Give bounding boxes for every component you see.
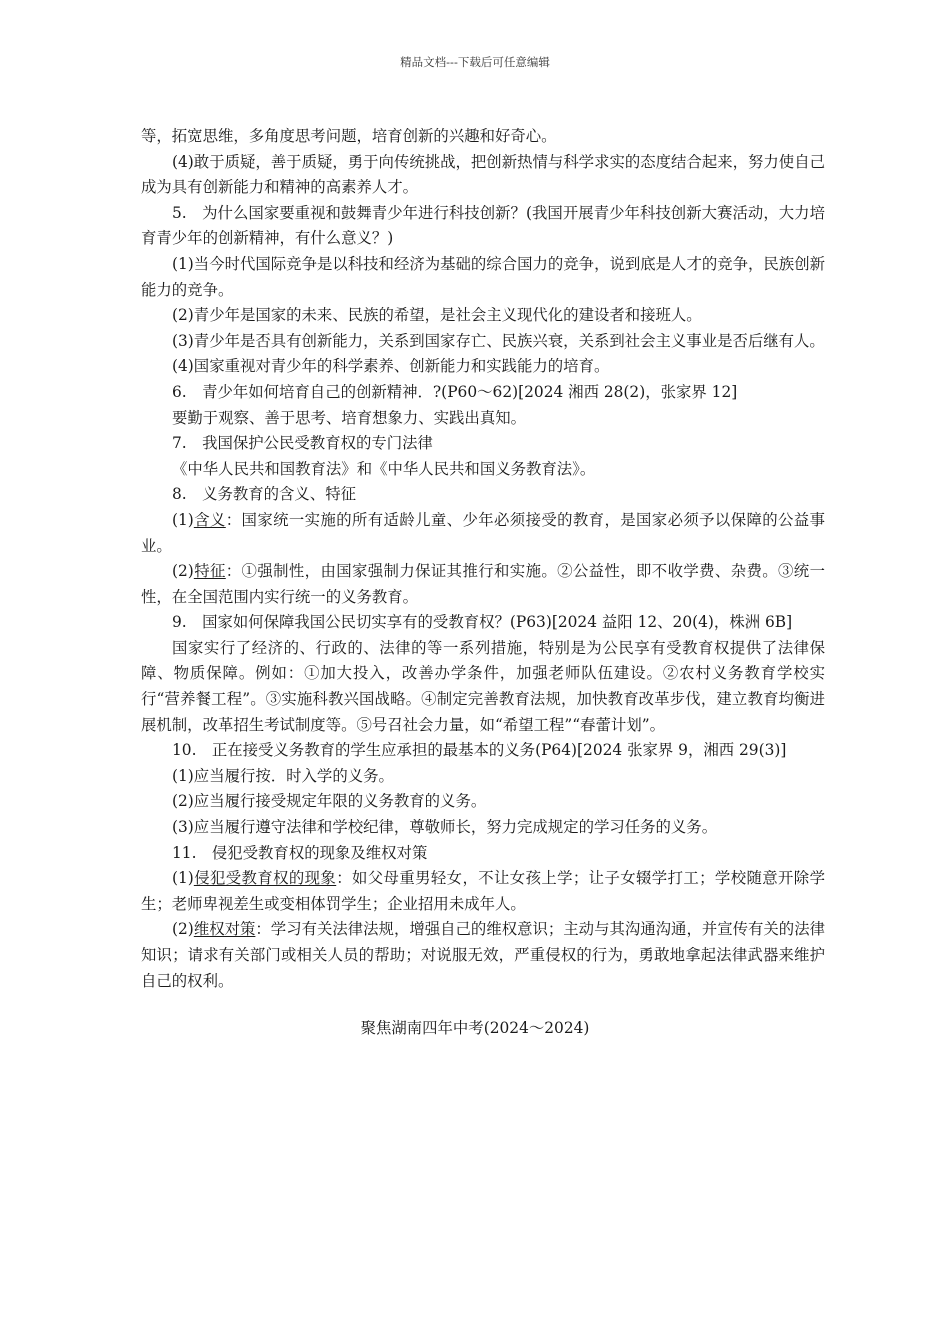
question-7-heading: 7. 我国保护公民受教育权的专门法律	[172, 434, 433, 453]
question-8-features: (2)特征：①强制性，由国家强制力保证其推行和实施。②公益性，即不收学费、杂费。③统一性，在全国范围内实行统一的义务教育。	[141, 562, 825, 606]
section-title: 聚焦湖南四年中考(2024～2024)	[360, 1019, 590, 1037]
paragraph-2: (4)敢于质疑，善于质疑，勇于向传统挑战，把创新热情与科学求实的态度结合起来，努力使自己成为具有创新能力和精神的高素养人才。	[141, 152, 825, 197]
phenomena-term: 侵犯受教育权的现象	[193, 869, 337, 888]
question-9-heading: 9. 国家如何保障我国公民切实享有的受教育权？(P63)[2024 益阳 12、20(4)，株洲 6B]	[172, 613, 793, 632]
question-6-answer: 要勤于观察、善于思考、培育想象力、实践出真知。	[172, 408, 526, 427]
question-10-answer-3: (3)应当履行遵守法律和学校纪律，尊敬师长，努力完成规定的学习任务的义务。	[172, 818, 718, 837]
question-5-answer-3: (3)青少年是否具有创新能力，关系到国家存亡、民族兴衰，关系到社会主义事业是否后继有人。	[172, 331, 825, 350]
question-5-answer-4: (4)国家重视对青少年的科学素养、创新能力和实践能力的培育。	[172, 357, 610, 376]
question-11-heading: 11. 侵犯受教育权的现象及维权对策	[172, 843, 428, 862]
question-9-answer: 国家实行了经济的、行政的、法律的等一系列措施，特别是为公民享有受教育权提供了法律保障、物质保障。例如：①加大投入，改善办学条件，加强老师队伍建设。②农村义务教育学校实行“营养餐工程”。③实施科教兴国战略。④制定完善教育法规，加快教育改革步伐，建立教育均衡进展机制，改革招生考试制度等。⑤号召社会力量，如“希望工程”“春蕾计划”。	[141, 638, 825, 734]
countermeasures-term: 维权对策	[193, 920, 256, 939]
question-7-answer: 《中华人民共和国教育法》和《中华人民共和国义务教育法》。	[172, 459, 596, 478]
definition-term: 含义	[193, 510, 226, 529]
question-8-heading: 8. 义务教育的含义、特征	[172, 485, 356, 504]
question-10-heading: 10. 正在接受义务教育的学生应承担的最基本的义务(P64)[2024 张家界 9，湘西 29(3)]	[172, 741, 787, 760]
question-11-phenomena: (1)侵犯受教育权的现象：如父母重男轻女，不让女孩上学；让子女辍学打工；学校随意开除学生；老师卑视差生或变相体罚学生；企业招用未成年人。	[141, 869, 825, 913]
features-term: 特征	[193, 562, 226, 581]
question-11-countermeasures: (2)维权对策：学习有关法律法规，增强自己的维权意识；主动与其沟通沟通，并宣传有关的法律知识；请求有关部门或相关人员的帮助；对说服无效，严重侵权的行为，勇敢地拿起法律武器来维护自己的权利。	[141, 920, 825, 990]
page-header: 精品文档---下载后可任意编辑	[400, 55, 550, 69]
question-8-definition: (1)含义：国家统一实施的所有适龄儿童、少年必须接受的教育，是国家必须予以保障的公益事业。	[141, 510, 825, 555]
question-6-heading: 6. 青少年如何培育自己的创新精神．?(P60～62)[2024 湘西 28(2)，张家界 12]	[172, 382, 738, 401]
question-10-answer-1: (1)应当履行按．时入学的义务。	[172, 766, 394, 785]
question-10-answer-2: (2)应当履行接受规定年限的义务教育的义务。	[172, 792, 487, 811]
question-5-answer-1: (1)当今时代国际竞争是以科技和经济为基础的综合国力的竞争，说到底是人才的竞争，民族创新能力的竞争。	[141, 254, 825, 299]
paragraph-1: 等，拓宽思维，多角度思考问题，培育创新的兴趣和好奇心。	[141, 127, 557, 145]
question-5-answer-2: (2)青少年是国家的未来、民族的希望，是社会主义现代化的建设者和接班人。	[172, 306, 702, 325]
question-5-heading: 5. 为什么国家要重视和鼓舞青少年进行科技创新？(我国开展青少年科技创新大赛活动，大力培育青少年的创新精神，有什么意义？)	[141, 203, 825, 248]
document-body	[141, 124, 825, 994]
